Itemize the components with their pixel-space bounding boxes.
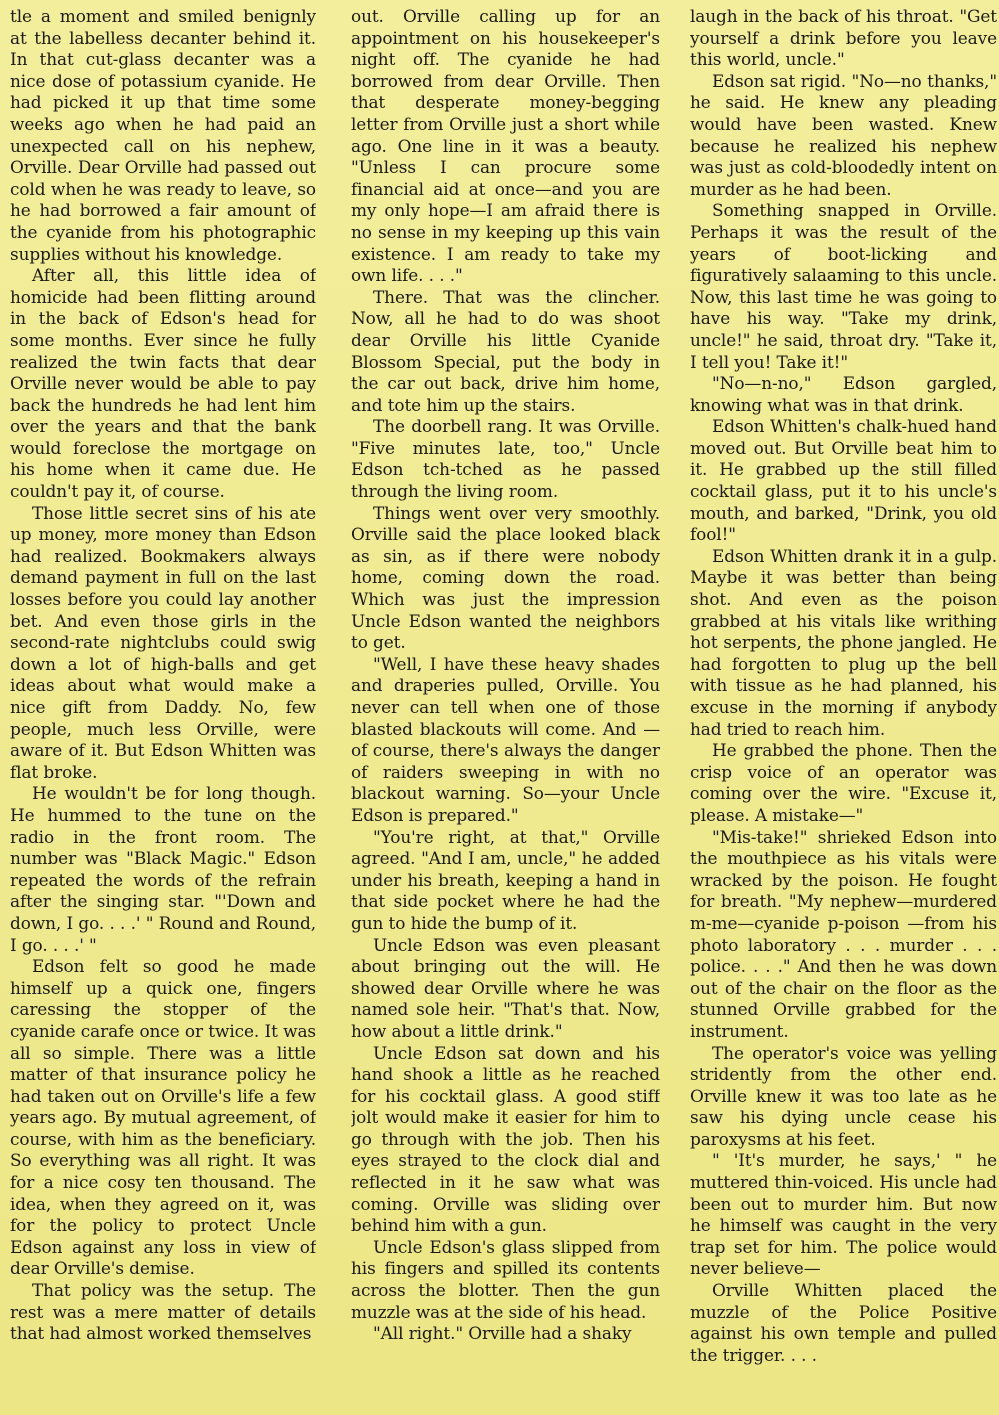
paragraph: Something snapped in Orville. Perhaps it was the result of the years of boot-licking and figuratively salaaming to this uncle. Now, this last time he was going to have his way. "Take my drink, uncle!" he said, throat dry. "Take it, I tell you! Take it!": [690, 200, 997, 372]
paragraph: There. That was the clincher. Now, all he had to do was shoot dear Orville his little Cyanide Blossom Special, put the body in the car out back, drive him home, and tote him up the stairs.: [351, 286, 660, 415]
paragraph: After all, this little idea of homicide had been flitting around in the back of Edson's head for some months. Ever since he fully realized the twin facts that dear Orville never would be able to pay back the hundreds he had lent him over the years and that the bank would foreclose the mortgage on his home when it came due. He couldn't pay it, of course.: [10, 265, 316, 502]
text-column-2: [351, 6, 660, 1396]
paragraph: He wouldn't be for long though. He hummed to the tune on the radio in the front room. The number was "Black Magic." Edson repeated the words of the refrain after the singing star. "'Down and down, I go. . . .' " Round and Round, I go. . . .' ": [10, 783, 316, 955]
paragraph: Uncle Edson's glass slipped from his fingers and spilled its contents across the blotter. Then the gun muzzle was at the side of his head.: [351, 1236, 660, 1322]
paragraph: Uncle Edson sat down and his hand shook a little as he reached for his cocktail glass. A good stiff jolt would make it easier for him to go through with the job. Then his eyes strayed to the clock dial and reflected in it he saw what was coming. Orville was sliding over behind him with a gun.: [351, 1042, 660, 1236]
paragraph: "Mis-take!" shrieked Edson into the mouthpiece as his vitals were wracked by the poison. He fought for breath. "My nephew—murdered m-me—cyanide p-poison —from his photo laboratory . . . murder . . . police. . . ." And then he was down out of the chair on the floor as the stunned Orville grabbed for the instrument.: [690, 826, 997, 1041]
paragraph: Uncle Edson was even pleasant about bringing out the will. He showed dear Orville where he was named sole heir. "That's that. Now, how about a little drink.": [351, 934, 660, 1041]
paragraph: tle a moment and smiled benignly at the labelless decanter behind it. In that cut-glass decanter was a nice dose of potassium cyanide. He had picked it up that time some weeks ago when he had paid an unexpected call on his nephew, Orville. Dear Orville had passed out cold when he was ready to leave, so he had borrowed a fair amount of the cyanide from his photographic supplies without his knowledge.: [10, 6, 316, 264]
paragraph: That policy was the setup. The rest was a mere matter of details that had almost worked themselves: [10, 1280, 316, 1344]
paragraph: Edson sat rigid. "No—no thanks," he said. He knew any pleading would have been wasted. Knew because he realized his nephew was just as cold-bloodedly intent on murder as he had been.: [690, 70, 997, 199]
paragraph: "All right." Orville had a shaky: [373, 1323, 632, 1344]
paragraph: Edson Whitten drank it in a gulp. Maybe it was better than being shot. And even as the poison grabbed at his vitals like writhing hot serpents, the phone jangled. He had forgotten to plug up the bell with tissue as he had planned, his excuse in the morning if anybody had tried to reach him.: [690, 545, 997, 739]
text-column-3: [690, 6, 997, 1396]
paragraph: Edson Whitten's chalk-hued hand moved out. But Orville beat him to it. He grabbed up the still filled cocktail glass, put it to his uncle's mouth, and barked, "Drink, you old fool!": [690, 416, 997, 545]
text-column-1: [10, 6, 316, 1396]
paragraph: Those little secret sins of his ate up money, more money than Edson had realized. Bookmakers always demand payment in full on the last losses before you could lay another bet. And even those girls in the second-rate nightclubs could swig down a lot of high-balls and get ideas about what would make a nice gift from Daddy. No, few people, much less Orville, were aware of it. But Edson Whitten was flat broke.: [10, 502, 316, 782]
paragraph: laugh in the back of his throat. "Get yourself a drink before you leave this world, uncle.": [690, 6, 997, 70]
paragraph: He grabbed the phone. Then the crisp voice of an operator was coming over the wire. "Excuse it, please. A mistake—": [690, 740, 997, 825]
paragraph: " 'It's murder, he says,' " he muttered thin-voiced. His uncle had been out to murder him. But now he himself was caught in the very trap set for him. The police would never believe—: [690, 1150, 997, 1279]
paragraph: Orville Whitten placed the muzzle of the Police Positive against his own temple and pulled the trigger. . . .: [690, 1280, 997, 1365]
paragraph: The operator's voice was yelling stridently from the other end. Orville knew it was too late as he saw his dying uncle cease his paroxysms at his feet.: [690, 1042, 997, 1149]
paragraph: out. Orville calling up for an appointment on his housekeeper's night off. The cyanide he had borrowed from dear Orville. Then that desperate money-begging letter from Orville just a short while ago. One line in it was a beauty. "Unless I can procure some financial aid at once—and you are my only hope—I am afraid there is no sense in my keeping up this vain existence. I am ready to take my own life. . . .": [351, 6, 660, 286]
paragraph: Things went over very smoothly. Orville said the place looked black as sin, as if there were nobody home, coming down the road. Which was just the impression Uncle Edson wanted the neighbors to get.: [351, 502, 660, 653]
paragraph: "No—n-no," Edson gargled, knowing what was in that drink.: [690, 373, 997, 415]
paragraph: The doorbell rang. It was Orville. "Five minutes late, too," Uncle Edson tch-tched as he passed through the living room.: [351, 416, 660, 502]
paragraph: "Well, I have these heavy shades and draperies pulled, Orville. You never can tell when one of those blasted blackouts will come. And —of course, there's always the danger of raiders sweeping in with no blackout warning. So—your Uncle Edson is prepared.": [351, 653, 660, 825]
paragraph: "You're right, at that," Orville agreed. "And I am, uncle," he added under his breath, keeping a hand in that side pocket where he had the gun to hide the bump of it.: [351, 826, 660, 933]
paragraph: Edson felt so good he made himself up a quick one, fingers caressing the stopper of the cyanide carafe once or twice. It was all so simple. There was a little matter of that insurance policy he had taken out on Orville's life a few years ago. By mutual agreement, of course, with him as the beneficiary. So everything was all right. It was for a nice cosy ten thousand. The idea, when they agreed on it, was for the policy to protect Uncle Edson against any loss in view of dear Orville's demise.: [10, 956, 316, 1279]
